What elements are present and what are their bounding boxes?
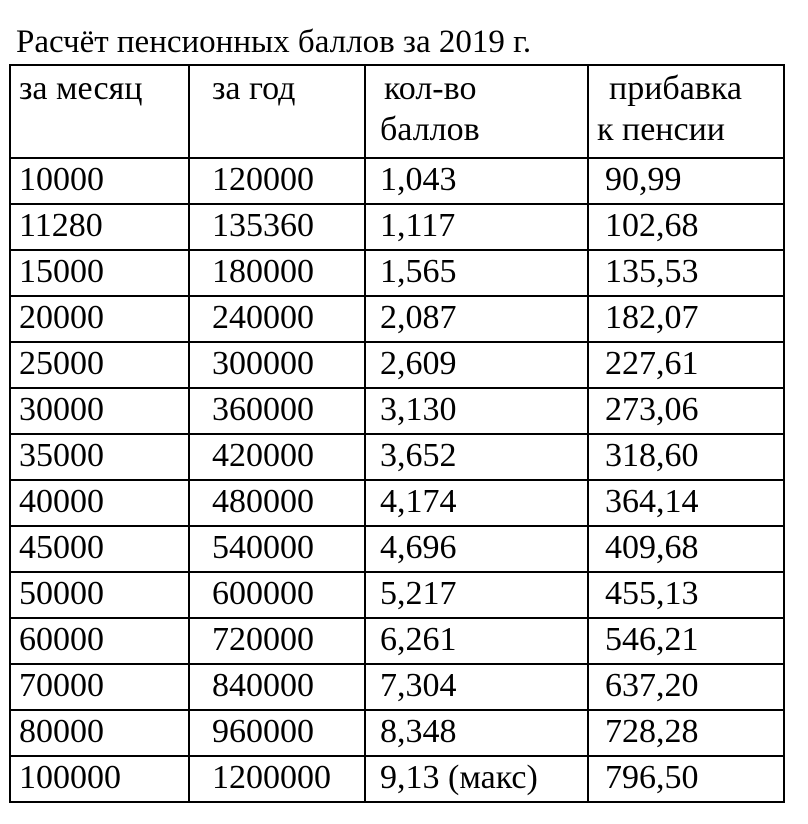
cell-pension-increase: 409,68 [588, 526, 784, 572]
document-title: Расчёт пенсионных баллов за 2019 г. [16, 24, 532, 60]
cell-points: 4,174 [365, 480, 588, 526]
cell-per-year: 1200000 [189, 756, 365, 802]
cell-points: 2,087 [365, 296, 588, 342]
cell-per-month: 100000 [10, 756, 189, 802]
cell-pension-increase: 318,60 [588, 434, 784, 480]
cell-per-year: 840000 [189, 664, 365, 710]
cell-per-month: 11280 [10, 204, 189, 250]
cell-per-year: 960000 [189, 710, 365, 756]
table-row [10, 572, 784, 618]
table-row [10, 526, 784, 572]
table-row [10, 480, 784, 526]
cell-points: 1,043 [365, 158, 588, 204]
cell-points: 8,348 [365, 710, 588, 756]
cell-pension-increase: 90,99 [588, 158, 784, 204]
cell-per-year: 300000 [189, 342, 365, 388]
cell-per-month: 45000 [10, 526, 189, 572]
cell-per-month: 15000 [10, 250, 189, 296]
cell-per-month: 50000 [10, 572, 189, 618]
cell-pension-increase: 728,28 [588, 710, 784, 756]
table-row [10, 250, 784, 296]
cell-per-year: 360000 [189, 388, 365, 434]
cell-per-month: 40000 [10, 480, 189, 526]
table-row [10, 342, 784, 388]
table-row [10, 204, 784, 250]
cell-pension-increase: 455,13 [588, 572, 784, 618]
cell-per-month: 80000 [10, 710, 189, 756]
table-row [10, 664, 784, 710]
table-header-row [10, 65, 784, 158]
cell-per-month: 25000 [10, 342, 189, 388]
cell-per-year: 240000 [189, 296, 365, 342]
cell-points: 3,130 [365, 388, 588, 434]
cell-pension-increase: 227,61 [588, 342, 784, 388]
cell-per-year: 600000 [189, 572, 365, 618]
cell-pension-increase: 102,68 [588, 204, 784, 250]
cell-pension-increase: 546,21 [588, 618, 784, 664]
cell-per-year: 120000 [189, 158, 365, 204]
cell-per-year: 480000 [189, 480, 365, 526]
cell-pension-increase: 135,53 [588, 250, 784, 296]
table-row [10, 756, 784, 802]
cell-points: 5,217 [365, 572, 588, 618]
cell-points: 4,696 [365, 526, 588, 572]
header-points-count: кол-во баллов [365, 65, 588, 158]
cell-per-year: 135360 [189, 204, 365, 250]
cell-points: 9,13 (макс) [365, 756, 588, 802]
table-row [10, 434, 784, 480]
cell-per-month: 60000 [10, 618, 189, 664]
table-row [10, 388, 784, 434]
cell-per-month: 70000 [10, 664, 189, 710]
table-row [10, 710, 784, 756]
cell-per-month: 35000 [10, 434, 189, 480]
cell-pension-increase: 182,07 [588, 296, 784, 342]
cell-per-month: 20000 [10, 296, 189, 342]
cell-per-year: 180000 [189, 250, 365, 296]
cell-points: 2,609 [365, 342, 588, 388]
cell-per-month: 30000 [10, 388, 189, 434]
cell-pension-increase: 364,14 [588, 480, 784, 526]
cell-pension-increase: 273,06 [588, 388, 784, 434]
cell-points: 3,652 [365, 434, 588, 480]
cell-per-year: 720000 [189, 618, 365, 664]
header-pension-increase: прибавка к пенсии [588, 65, 784, 158]
table-row [10, 296, 784, 342]
cell-points: 1,117 [365, 204, 588, 250]
cell-per-year: 420000 [189, 434, 365, 480]
cell-per-month: 10000 [10, 158, 189, 204]
cell-pension-increase: 637,20 [588, 664, 784, 710]
pension-points-table [9, 64, 785, 803]
header-per-month: за месяц [10, 65, 189, 158]
header-per-year: за год [189, 65, 365, 158]
cell-points: 6,261 [365, 618, 588, 664]
table-row [10, 618, 784, 664]
table-row [10, 158, 784, 204]
cell-points: 7,304 [365, 664, 588, 710]
cell-points: 1,565 [365, 250, 588, 296]
cell-per-year: 540000 [189, 526, 365, 572]
cell-pension-increase: 796,50 [588, 756, 784, 802]
